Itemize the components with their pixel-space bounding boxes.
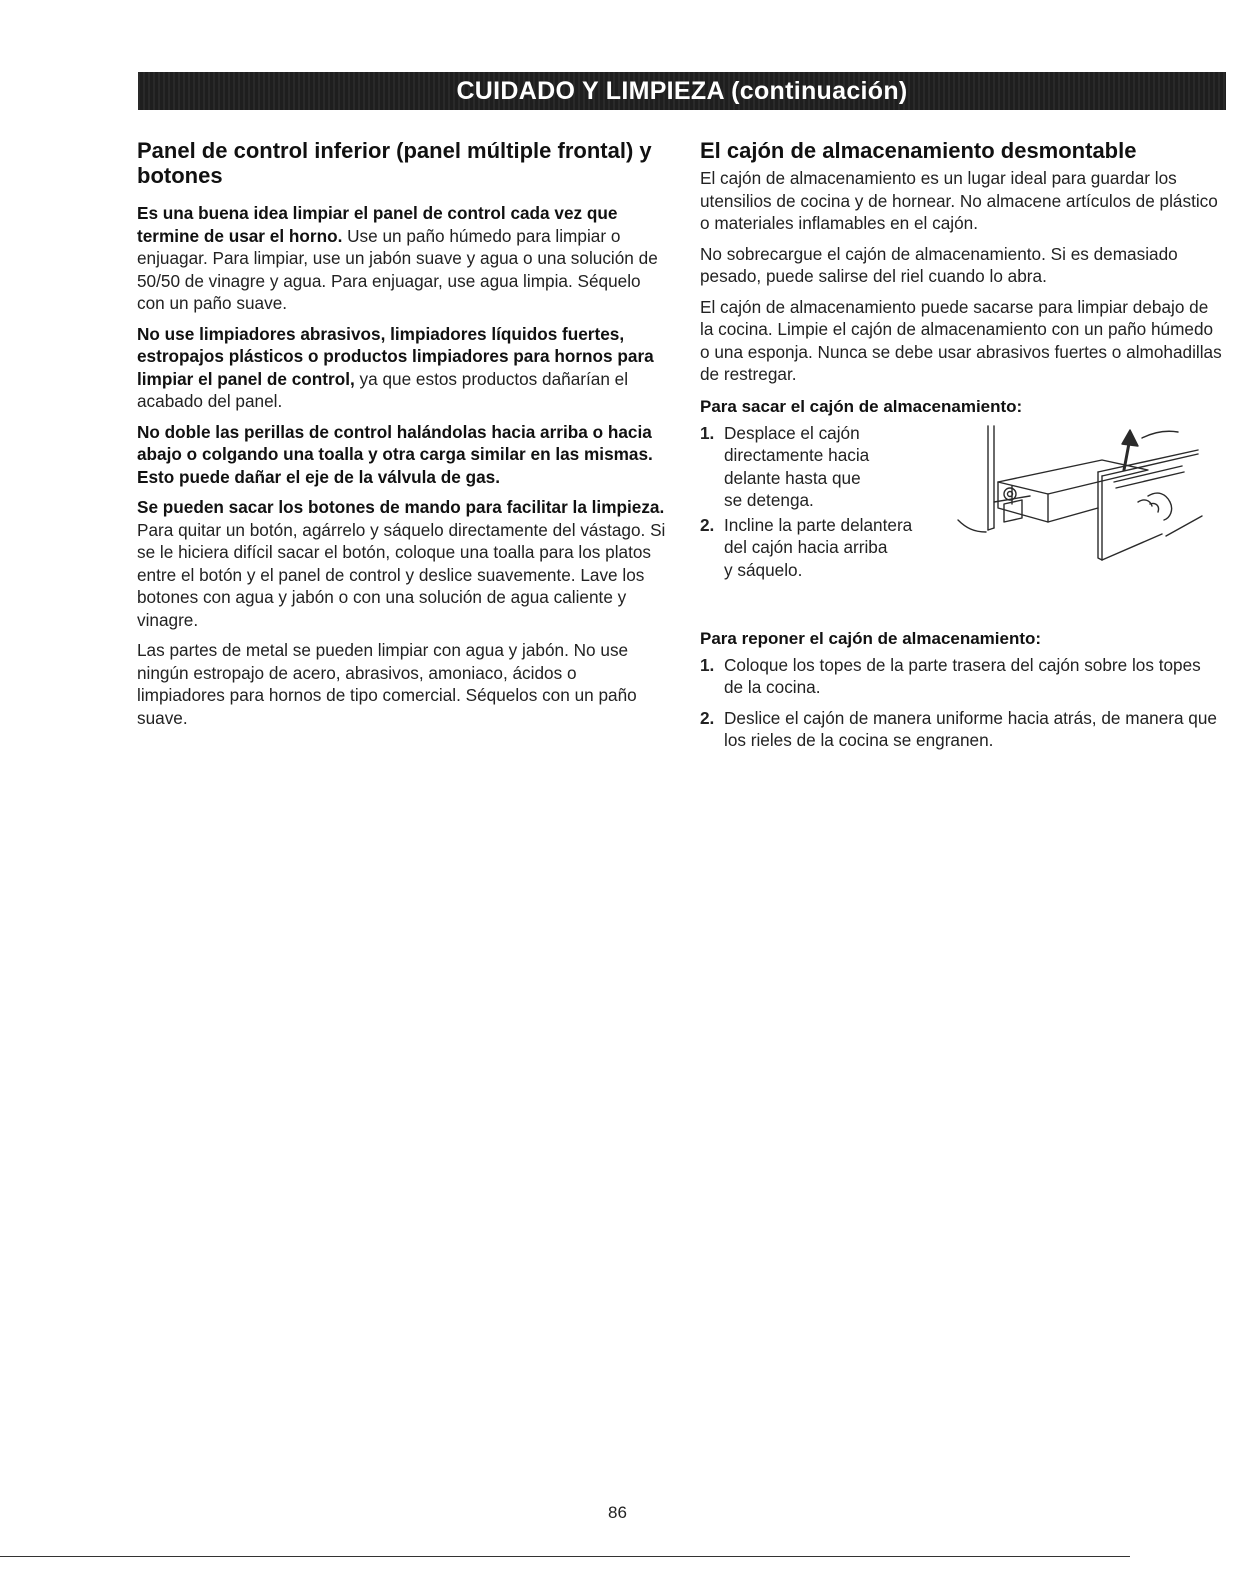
- step-line: Incline la parte delantera: [724, 514, 913, 535]
- step-line: se detenga.: [724, 490, 814, 510]
- step-line: Desplace el cajón: [724, 422, 860, 443]
- step-number: 2.: [700, 514, 715, 535]
- left-paragraph: [137, 202, 667, 315]
- left-paragraph: [137, 421, 667, 489]
- step-number: 1.: [700, 422, 715, 443]
- control-panel-heading: Panel de control inferior (panel múltiple frontal) y botones: [137, 138, 652, 188]
- right-column: [700, 138, 1222, 760]
- step-text: Coloque los topes de la parte trasera del cajón sobre los topes de la cocina.: [724, 654, 1201, 697]
- remove-steps-block: [700, 422, 1222, 618]
- remove-drawer-heading: Para sacar el cajón de almacenamiento:: [700, 396, 1023, 416]
- right-paragraph: No sobrecargue el cajón de almacenamiento. Si es demasiado pesado, puede salirse del riel cuando lo abra.: [700, 243, 1178, 286]
- paragraph-text: Use un paño húmedo para limpiar o enjuagar. Para limpiar, use un jabón suave y agua o una solución de 50/50 de vinagre y agua. Para enjuagar, use agua limpia. Séquelo con un paño suave.: [137, 225, 658, 313]
- drawer-removal-illustration: [952, 424, 1212, 584]
- replace-drawer-heading: Para reponer el cajón de almacenamiento:: [700, 628, 1042, 648]
- list-item: [700, 654, 1222, 699]
- paragraph-text: ya que estos productos dañarían el acabado del panel.: [137, 368, 629, 411]
- right-paragraph: El cajón de almacenamiento es un lugar ideal para guardar los utensilios de cocina y de hornear. No almacene artículos de plástico o materiales inflamables en el cajón.: [700, 168, 1218, 233]
- step-line: del cajón hacia arriba: [724, 537, 888, 557]
- bottom-rule: [0, 1556, 1130, 1557]
- page-number: 86: [608, 1503, 627, 1522]
- left-paragraph: [137, 496, 667, 631]
- paragraph-bold-lead: No doble las perillas de control halándolas hacia arriba o hacia abajo o colgando una toalla y otra carga similar en las mismas. Esto puede dañar el eje de la válvula de gas.: [137, 421, 653, 487]
- paragraph-text: Para quitar un botón, agárrelo y sáquelo directamente del vástago. Si se le hiciera difícil sacar el botón, coloque una toalla para los platos entre el botón y el panel de control y deslice suavemente. Lave los botones con agua y jabón o con una solución de agua caliente y vinagre.: [137, 519, 666, 630]
- list-item: [700, 707, 1222, 752]
- paragraph-bold-lead: No use limpiadores abrasivos, limpiadores líquidos fuertes, estropajos plásticos o productos limpiadores para hornos para limpiar el panel de control,: [137, 323, 654, 389]
- replace-steps-list: [700, 654, 1222, 752]
- right-paragraph: El cajón de almacenamiento puede sacarse para limpiar debajo de la cocina. Limpie el cajón de almacenamiento con un paño húmedo o una esponja. Nunca se debe usar abrasivos fuertes o almohadillas de restregar.: [700, 296, 1222, 384]
- banner-title: CUIDADO Y LIMPIEZA (continuación): [456, 76, 908, 105]
- paragraph-bold-lead: Es una buena idea limpiar el panel de control cada vez que termine de usar el horno.: [137, 203, 618, 246]
- paragraph-bold-lead: Se pueden sacar los botones de mando para facilitar la limpieza.: [137, 497, 665, 517]
- section-banner: [138, 72, 1226, 110]
- step-line: delante hasta que: [724, 467, 861, 488]
- storage-drawer-heading: El cajón de almacenamiento desmontable: [700, 138, 1137, 163]
- step-line: y sáquelo.: [724, 559, 803, 580]
- left-paragraph: [137, 639, 667, 729]
- paragraph-text: Las partes de metal se pueden limpiar con agua y jabón. No use ningún estropajo de acero, abrasivos, amoniaco, ácidos o limpiadores para hornos de tipo comercial. Séquelos con un paño suave.: [137, 640, 637, 728]
- left-column: [137, 138, 667, 737]
- left-paragraph: [137, 323, 667, 413]
- step-number: 2.: [700, 707, 715, 728]
- step-text: Deslice el cajón de manera uniforme hacia atrás, de manera que los rieles de la cocina se engranen.: [724, 707, 1217, 750]
- step-line: directamente hacia: [724, 445, 870, 465]
- step-number: 1.: [700, 654, 715, 675]
